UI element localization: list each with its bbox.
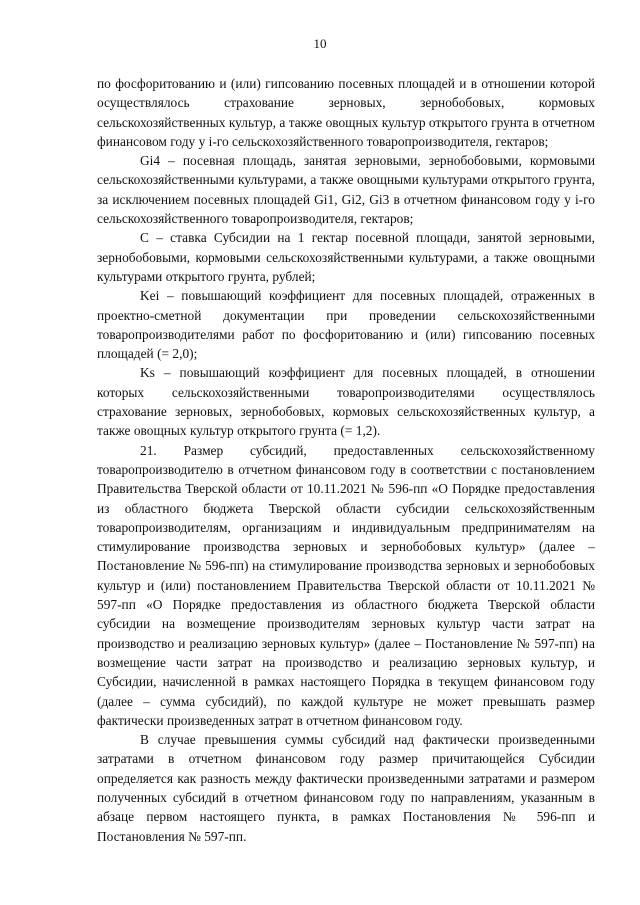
paragraph-c-definition: C – ставка Субсидии на 1 гектар посевной площади, занятой зерновыми, зернобобовыми, кормовыми сельскохозяйственными культурами, а также овощными культурами открытого грунта, рублей; — [97, 230, 595, 284]
paragraph-ks-definition: Ks – повышающий коэффициент для посевных площадей, в отношении которых сельскохозяйственными товаропроизводителями осуществлялось страхование зерновых, зернобобовых, кормовых сельскохозяйственных культур, а также овощных культур открытого грунта (= 1,2). — [97, 365, 595, 439]
paragraph-continuation: по фосфоритованию и (или) гипсованию посевных площадей и в отношении которой осуществлялось страхование зерновых, зернобобовых, кормовых сельскохозяйственных культур, а также овощных культур открытого грунта в отчетном финансовом году у i-го сельскохозяйственного товаропроизводителя, гектаров; — [97, 76, 595, 149]
paragraph-kei-definition: Kei – повышающий коэффициент для посевных площадей, отраженных в проектно-сметной документации при проведении сельскохозяйственными товаропроизводителями работ по фосфоритованию и (или) гипсованию посевных площадей (= 2,0); — [97, 288, 595, 362]
paragraph-gi4-definition: Gi4 – посевная площадь, занятая зерновыми, зернобобовыми, кормовыми сельскохозяйственными культурами, а также овощными культурами открытого грунта, за исключением посевных площадей Gi1, Gi2, Gi3 в отчетном финансовом году у i-го сельскохозяйственного товаропроизводителя, гектаров; — [97, 153, 595, 227]
document-body — [97, 74, 595, 846]
paragraph-item-21: 21. Размер субсидий, предоставленных сельскохозяйственному товаропроизводителю в отчетном финансовом году в соответствии с постановлением Правительства Тверской области от 10.11.2021 № 596-пп «О Порядке предоставления из областного бюджета Тверской области субсидии сельскохозяйственным товаропроизводителям, организациям и индивидуальным предпринимателям на стимулирование производства зерновых и зернобобовых культур» (далее – Постановление № 596-пп) на стимулирование производства зерновых и зернобобовых культур и (или) постановлением Правительства Тверской области от 10.11.2021 № 597-пп «О Порядке предоставления из областного бюджета Тверской области субсидии на возмещение производителям зерновых культур части затрат на производство и реализацию зерновых культур» (далее – Постановление № 597-пп) на возмещение части затрат на производство и реализацию зерновых культур, и Субсидии, начисленной в рамках настоящего Порядка в текущем финансовом году (далее – сумма субсидий), по каждой культуре не может превышать размер фактически произведенных затрат в отчетном финансовом году. — [97, 442, 595, 728]
page-number: 10 — [313, 36, 327, 51]
paragraph-excess-case: В случае превышения суммы субсидий над фактически произведенными затратами в отчетном финансовом году размер причитающейся Субсидии определяется как разность между фактически произведенными затратами и размером полученных субсидий в отчетном финансовом году по направлениям, указанным в абзаце первом настоящего пункта, в рамках Постановления № 596-пп и Постановления № 597-пп. — [97, 732, 595, 844]
